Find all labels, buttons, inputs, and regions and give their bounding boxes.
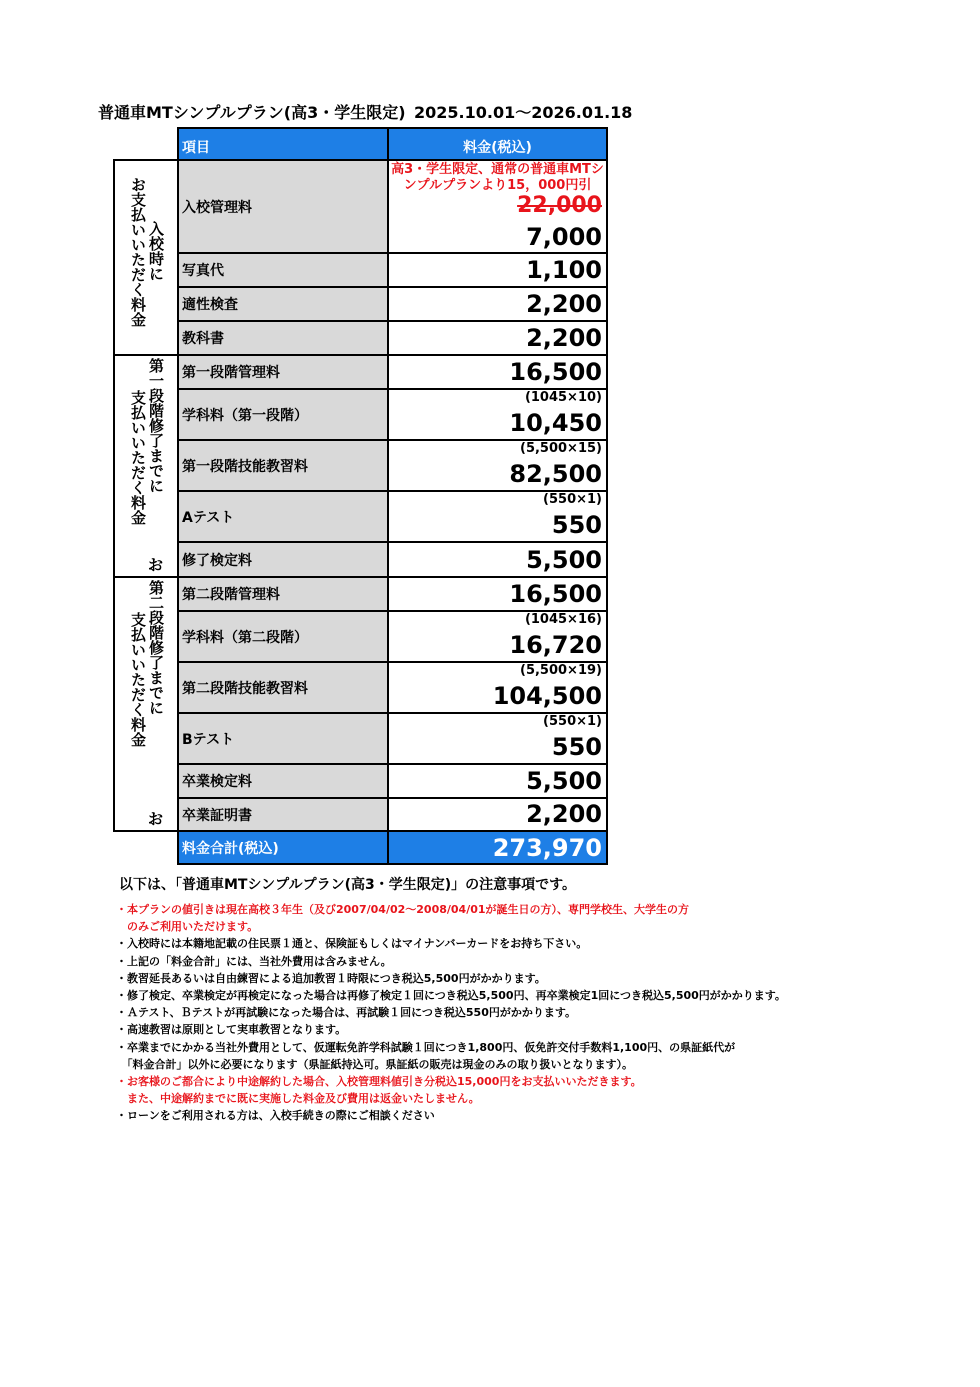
section-stage1	[113, 354, 179, 578]
discount-note: 高3・学生限定、通常の普通車MTシンプルプランより15，000円引	[391, 162, 604, 193]
fee-item-value	[387, 490, 608, 543]
section-admission-label: お支払いいただく料金	[129, 177, 147, 327]
fee-item-name: 写真代	[177, 252, 389, 288]
fee-calculation: (5,500×15)	[520, 441, 602, 456]
fee-amount: 550	[551, 733, 602, 761]
fee-item-name: 第二段階技能教習料	[177, 661, 389, 714]
section-stage2-sublabel: 第二段階修了までに	[147, 580, 165, 715]
fee-amount: 16,500	[509, 358, 602, 386]
section-admission-sublabel: 入校時に	[147, 221, 165, 281]
fee-amount: 2,200	[526, 800, 602, 828]
fee-calculation: (5,500×19)	[520, 663, 602, 678]
fee-amount: 10,450	[509, 409, 602, 437]
note-line: ・高速教習は原則として実車教習となります。	[116, 1023, 347, 1037]
total-label: 料金合計(税込)	[177, 830, 389, 865]
column-header-fee	[387, 127, 608, 161]
fee-amount: 7,000	[526, 223, 602, 251]
fee-amount: 5,500	[526, 767, 602, 795]
fee-item-name: 第二段階管理料	[177, 576, 389, 612]
note-line: ・ローンをご利用される方は、入校手続きの際にご相談ください	[116, 1109, 435, 1123]
fee-amount: 550	[551, 511, 602, 539]
fee-item-name: Bテスト	[177, 712, 389, 765]
note-line: 「料金合計」以外に必要になります（県証紙持込可。県証紙の販売は現金のみの取り扱いとなります）。	[116, 1057, 633, 1071]
note-line: ・上記の「料金合計」には、当社外費用は含みません。	[116, 954, 392, 968]
fee-calculation: (1045×10)	[524, 390, 602, 405]
fee-amount: 5,500	[526, 546, 602, 574]
fee-amount: 104,500	[492, 682, 602, 710]
note-line: ・Ａテスト、Ｂテストが再試験になった場合は、再試験１回につき税込550円がかかります。	[116, 1006, 576, 1020]
fee-calculation: (550×1)	[543, 714, 602, 729]
fee-amount: 2,200	[526, 290, 602, 318]
fee-item-name: 修了検定料	[177, 541, 389, 578]
fee-item-value	[387, 286, 608, 322]
column-header-fee-label: 料金(税込)	[463, 140, 532, 156]
column-header-item	[177, 127, 389, 161]
fee-item-value	[387, 541, 608, 578]
note-line: また、中途解約までに既に実施した料金及び費用は返金いたしません。	[116, 1092, 480, 1106]
validity-period: 2025.10.01～2026.01.18	[414, 103, 633, 122]
fee-item-name: 卒業証明書	[177, 797, 389, 832]
fee-item-name: 学科料（第一段階）	[177, 388, 389, 441]
total-amount: 273,970	[492, 834, 602, 862]
fee-item-name: 入校管理料	[177, 159, 389, 254]
fee-item-value	[387, 159, 608, 254]
fee-item-value	[387, 576, 608, 612]
fee-item-name: 教科書	[177, 320, 389, 356]
fee-item-name: 学科料（第二段階）	[177, 610, 389, 663]
fee-item-value	[387, 252, 608, 288]
fee-calculation: (1045×16)	[524, 612, 602, 627]
fee-item-value	[387, 320, 608, 356]
fee-item-value	[387, 763, 608, 799]
original-price: 22,000	[517, 193, 602, 218]
notes-heading: 以下は、「普通車MTシンプルプラン(高3・学生限定)」の注意事項です。	[119, 877, 576, 893]
section-stage1-tail: お	[148, 556, 164, 574]
note-line: ・お客様のご都合により中途解約した場合、入校管理料値引き分税込15,000円をお支払いいただきます。	[116, 1075, 642, 1089]
notes-list	[116, 901, 876, 1125]
section-stage2	[113, 576, 179, 832]
note-line: ・卒業までにかかる当社外費用として、仮運転免許学科試験１回につき1,800円、仮免許交付手数料1,100円、の県証紙代が	[116, 1040, 736, 1054]
fee-item-value	[387, 797, 608, 832]
fee-amount: 16,720	[509, 631, 602, 659]
fee-amount: 16,500	[509, 580, 602, 608]
section-stage1-sublabel: 第一段階修了までに	[147, 358, 165, 493]
section-admission	[113, 159, 179, 356]
section-stage1-label: 支払いいただく料金	[129, 390, 147, 525]
fee-amount: 2,200	[526, 324, 602, 352]
fee-item-value	[387, 388, 608, 441]
fee-amount: 1,100	[526, 256, 602, 284]
fee-item-name: 第一段階技能教習料	[177, 439, 389, 492]
fee-item-name: 卒業検定料	[177, 763, 389, 799]
fee-item-value	[387, 610, 608, 663]
total-value	[387, 830, 608, 865]
page-title: 普通車MTシンプルプラン(高3・学生限定)	[98, 103, 406, 122]
section-stage2-label: 支払いいただく料金	[129, 612, 147, 747]
section-stage2-tail: お	[148, 810, 164, 828]
fee-item-value	[387, 712, 608, 765]
fee-item-value	[387, 439, 608, 492]
fee-item-name: Aテスト	[177, 490, 389, 543]
note-line: のみご利用いただけます。	[116, 920, 259, 934]
fee-calculation: (550×1)	[543, 492, 602, 507]
fee-item-name: 適性検査	[177, 286, 389, 322]
note-line: ・教習延長あるいは自由練習による追加教習１時限につき税込5,500円がかかります。	[116, 971, 546, 985]
note-line: ・本プランの値引きは現在高校３年生（及び2007/04/02～2008/04/01が誕生日の方）、専門学校生、大学生の方	[116, 903, 690, 916]
fee-amount: 82,500	[509, 460, 602, 488]
column-header-item-label: 項目	[182, 140, 210, 156]
fee-item-name: 第一段階管理料	[177, 354, 389, 390]
fee-item-value	[387, 661, 608, 714]
note-line: ・入校時には本籍地記載の住民票１通と、保険証もしくはマイナンバーカードをお持ち下さい。	[116, 937, 588, 951]
note-line: ・修了検定、卒業検定が再検定になった場合は再修了検定１回につき税込5,500円、再卒業検定1回につき税込5,500円がかかります。	[116, 989, 786, 1003]
fee-item-value	[387, 354, 608, 390]
